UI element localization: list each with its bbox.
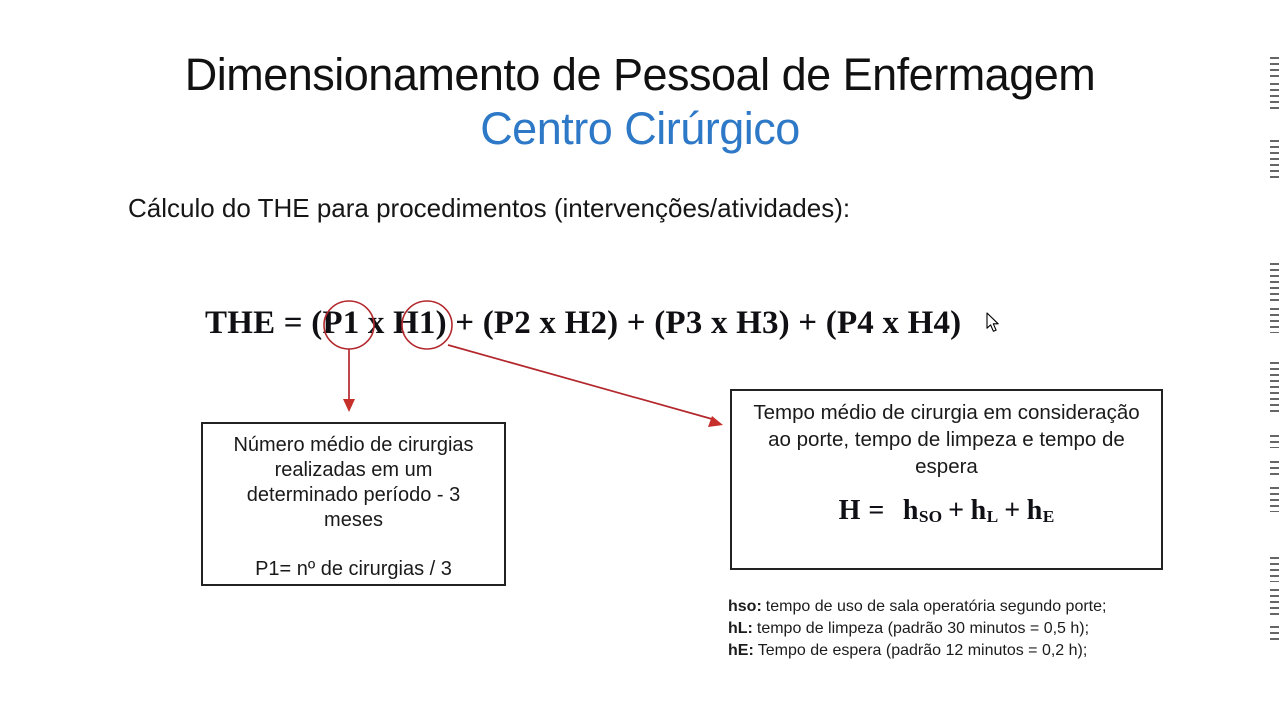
p1-formula: P1= nº de cirurgias / 3	[255, 558, 452, 580]
note-term: hE:	[728, 642, 754, 659]
formula-times: x	[359, 305, 394, 341]
title-subtitle: Centro Cirúrgico	[480, 103, 800, 154]
edge-artifact-mark	[1270, 83, 1279, 111]
left-explanation-box	[201, 422, 506, 586]
left-box-line: realizadas em um	[274, 459, 433, 481]
note-text: tempo de limpeza (padrão 30 minutos = 0,5 h);	[756, 620, 1090, 637]
intro-text: Cálculo do THE para procedimentos (intervenções/atividades):	[128, 193, 851, 223]
h-formula-lhs: H =	[838, 495, 885, 526]
right-explanation-box	[730, 389, 1163, 570]
note-hl	[728, 618, 1106, 640]
slide-title	[0, 46, 1280, 155]
right-edge-artifacts	[1268, 0, 1280, 720]
edge-artifact-mark	[1270, 57, 1279, 77]
h-term-l: hL	[970, 495, 999, 527]
right-box-line: ao porte, tempo de limpeza e tempo de	[768, 428, 1125, 451]
title-main: Dimensionamento de Pessoal de Enfermagem	[184, 49, 1096, 100]
arrow-to-right-box	[448, 345, 712, 419]
edge-artifact-mark	[1270, 461, 1279, 479]
note-text: tempo de uso de sala operatória segundo porte;	[765, 598, 1107, 615]
note-hso	[728, 596, 1106, 618]
edge-artifact-mark	[1270, 487, 1279, 512]
arrowhead-left	[343, 399, 355, 412]
edge-artifact-mark	[1270, 589, 1279, 617]
formula-p1: P1	[322, 305, 360, 341]
left-box-line: determinado período - 3	[246, 484, 461, 506]
formula-suffix: ) + (P2 x H2) + (P3 x H3) + (P4 x H4)	[435, 305, 962, 341]
mouse-cursor-icon	[986, 312, 1000, 333]
arrowhead-right	[708, 416, 723, 427]
edge-artifact-mark	[1270, 435, 1279, 448]
formula-prefix: THE = (	[205, 305, 323, 341]
note-term: hso:	[728, 598, 762, 615]
right-box-line: espera	[915, 455, 978, 478]
formula-h1: H1	[393, 305, 436, 341]
h-formula	[732, 497, 1161, 527]
edge-artifact-mark	[1270, 263, 1279, 301]
edge-artifact-mark	[1270, 308, 1279, 333]
h-term-e: hE	[1026, 495, 1055, 527]
left-box-line: meses	[324, 509, 383, 531]
h-term-so: hSO	[902, 495, 943, 527]
edge-artifact-mark	[1270, 626, 1279, 640]
note-term: hL:	[728, 620, 753, 637]
the-formula	[205, 305, 961, 342]
legend-notes	[728, 596, 1106, 662]
note-he	[728, 640, 1106, 662]
edge-artifact-mark	[1270, 140, 1279, 178]
edge-artifact-mark	[1270, 557, 1279, 582]
plus-sign: +	[948, 495, 965, 526]
left-box-line: Número médio de cirurgias	[233, 434, 474, 456]
edge-artifact-mark	[1270, 362, 1279, 414]
right-box-line: Tempo médio de cirurgia em consideração	[753, 401, 1140, 424]
plus-sign: +	[1004, 495, 1021, 526]
note-text: Tempo de espera (padrão 12 minutos = 0,2 h);	[757, 642, 1088, 659]
